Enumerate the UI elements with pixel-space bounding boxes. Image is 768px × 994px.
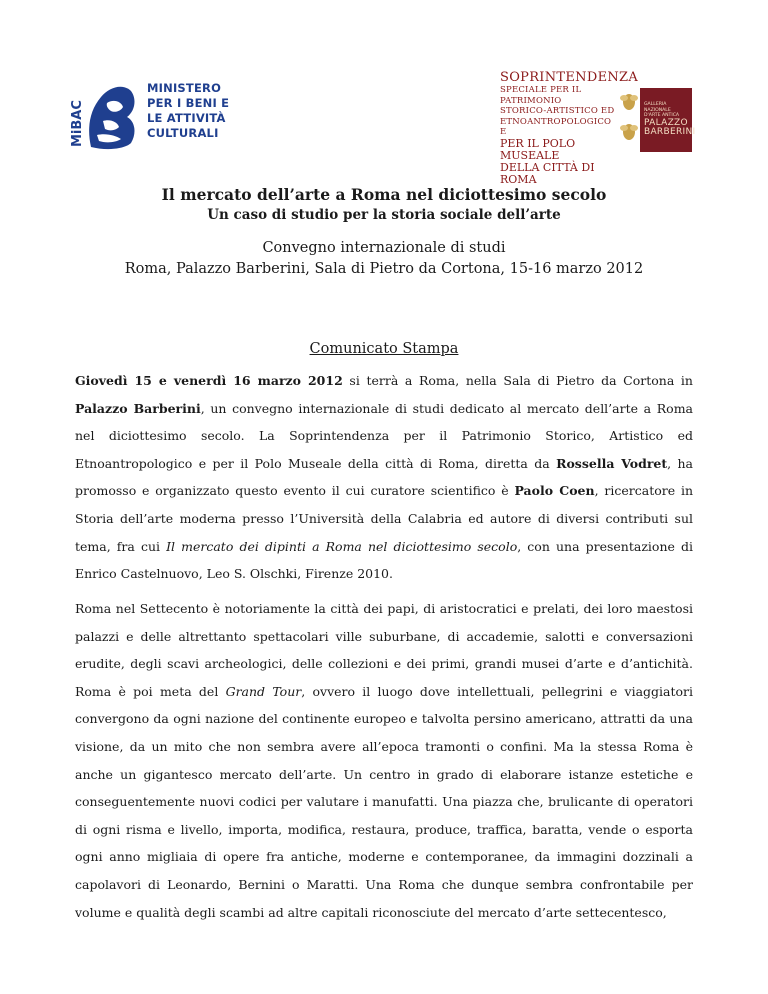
venue-bold: Palazzo Barberini [75,400,201,416]
mibac-emblem-icon [70,77,141,151]
mibac-line: CULTURALI [147,126,219,140]
dates-bold: Giovedì 15 e venerdì 16 marzo 2012 [75,373,343,388]
mibac-logo [70,77,237,151]
text-run: , con una presentazione di Enrico Castelnuovo, Leo S. Olschki, Firenze 2010. [75,538,693,582]
mibac-line: MINISTERO [147,81,222,95]
soprintendenza-line: ETNOANTROPOLOGICO E [500,116,612,137]
text-run: , ovvero il luogo dove intellettuali, pellegrini e viaggiatori convergono da ogni nazione del continente europeo e talvolta persino americano, attratti da una visione, da un mito che non sembra avere all’epoca tramonti o confini. Ma la stessa Roma è anche un gigantesco mercato dell’arte. Un centro in grado di elaborare istanze estetiche e conseguentemente nuovi codici per valutare i manufatti. Una piazza che, brulicante di operatori di ogni risma e livello, importa, modifica, restaura, produce, traffica, baratta, vende o esporta ogni anno migliaia di opere fra antiche, moderne e contemporanee, da immagini dozzinali a capolavori di Leonardo, Bernini o Maratti. Una Roma che dunque sembra confrontabile per volume e qualità degli scambi ad altre capitali riconosciute del mercato d’arte settecentesco, [75,683,694,920]
soprintendenza-line: SPECIALE PER IL PATRIMONIO [500,85,582,106]
palazzo-big-line: BARBERINI [644,127,696,137]
soprintendenza-wordmark [500,70,639,186]
soprintendenza-line: PER IL POLO MUSEALE [500,136,576,162]
soprintendenza-line: STORICO-ARTISTICO ED [500,106,615,116]
mibac-wordmark [147,81,229,141]
document-subtitle: Un caso di studio per la storia sociale dell’arte [207,207,561,223]
director-bold: Rossella Vodret [556,455,668,471]
text-run: si terrà a Roma, nella Sala di Pietro da Cortona in [342,373,693,388]
mibac-line: LE ATTIVITÀ [147,111,226,125]
text-run: , ricercatore in Storia dell’arte moderna presso l’Università della Calabria ed autore di diversi contributi sul tema, fra cui [75,483,693,554]
press-release-heading: Comunicato Stampa [309,341,459,357]
palazzo-barberini-badge [640,88,696,152]
text-run: , ha promosso e organizzato questo evento il cui curatore scientifico è [75,455,694,499]
mibac-mark-text: MiBAC [70,100,85,147]
convegno-venue-line: Roma, Palazzo Barberini, Sala di Pietro da Cortona, 15-16 marzo 2012 [124,261,644,277]
soprintendenza-title: SOPRINTENDENZA [500,70,639,85]
palazzo-small-line: D'ARTE ANTICA [644,113,680,118]
body-paragraph-2 [75,595,693,926]
convegno-line: Convegno internazionale di studi [262,240,506,256]
text-run: Roma nel Settecento è notoriamente la città dei papi, di aristocratici e prelati, dei loro maestosi palazzi e delle altrettanto spettacolari ville suburbane, di accademie, salotti e conversazioni erudite, degli scavi archeologici, delle collezioni e dei primi, grandi musei d’arte e d’antichità. Roma è poi meta del [75,601,693,699]
curator-bold: Paolo Coen [514,483,595,499]
bee-ornament-icon [618,88,640,152]
palazzo-small-line: GALLERIA NAZIONALE [644,102,671,113]
grand-tour-italic: Grand Tour [225,683,302,699]
palazzo-big-line: PALAZZO [644,117,688,128]
mibac-line: PER I BENI E [147,96,230,110]
book-title-italic: Il mercato dei dipinti a Roma nel diciottesimo secolo [166,538,518,554]
text-run: , un convegno internazionale di studi dedicato al mercato dell’arte a Roma nel diciottesimo secolo. La Soprintendenza per il Patrimonio Storico, Artistico ed Etnoantropologico e per il Polo Museale della città di Roma, diretta da [75,400,694,471]
body-paragraph-1 [75,367,693,588]
soprintendenza-logo [500,70,696,186]
soprintendenza-line: DELLA CITTÀ DI ROMA [500,160,595,186]
document-title: Il mercato dell’arte a Roma nel diciottesimo secolo [161,185,607,204]
